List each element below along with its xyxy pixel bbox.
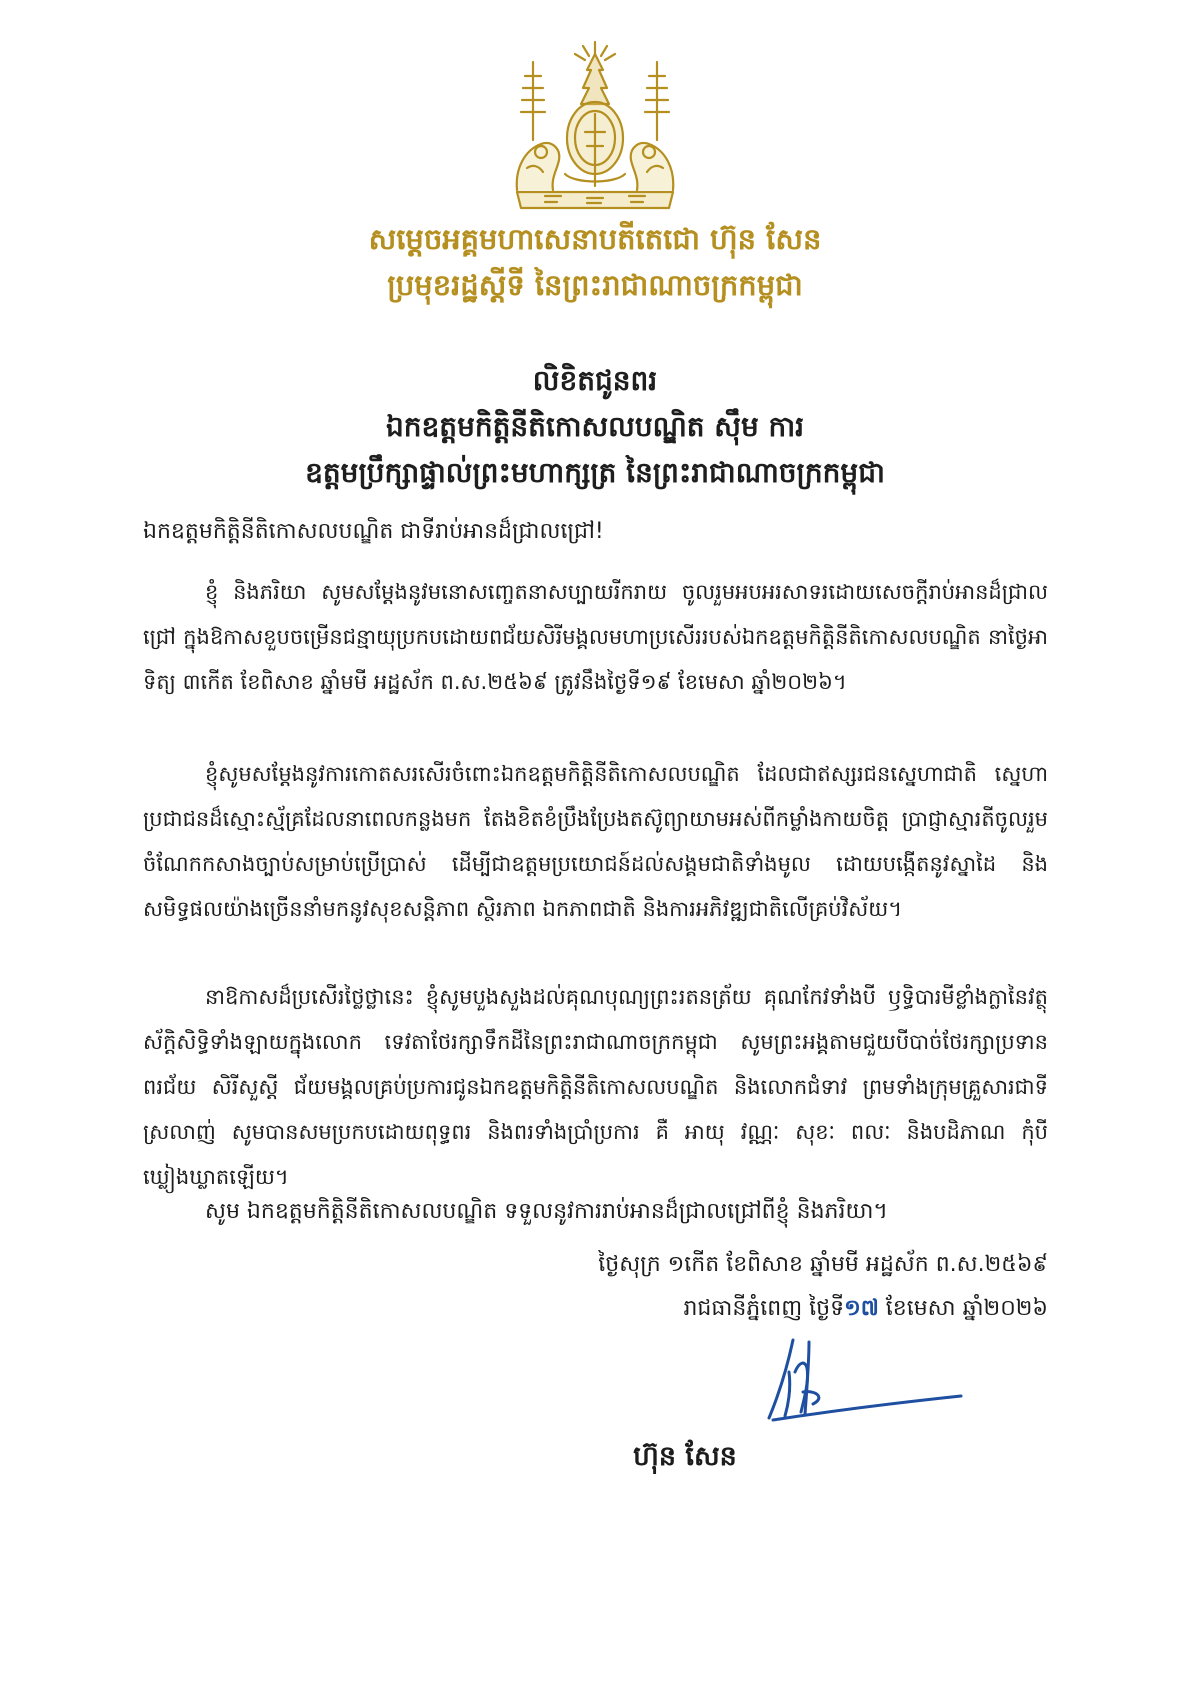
salutation: ឯកឧត្តមកិត្តិនីតិកោសលបណ្ឌិត ជាទីរាប់អានដ៏ជ្រាលជ្រៅ! <box>143 519 604 544</box>
place-and-date <box>683 1294 1048 1326</box>
signer-name: ហ៊ុន សែន <box>633 1441 737 1472</box>
date-day: ១៧ <box>844 1296 879 1321</box>
closing-sentence: សូម ឯកឧត្តមកិត្តិនីតិកោសលបណ្ឌិត ទទួលនូវការរាប់អានដ៏ជ្រាលជ្រៅពីខ្ញុំ និងភរិយា។ <box>205 1199 888 1224</box>
date-suffix: ខែមេសា ឆ្នាំ២០២៦ <box>885 1296 1048 1321</box>
date-prefix: រាជធានីភ្នំពេញ ថ្ងៃទី <box>683 1296 845 1321</box>
header-title-line-2: ប្រមុខរដ្ឋស្តីទី នៃព្រះរាជាណាចក្រកម្ពុជា <box>387 268 803 302</box>
recipient-position: ឧត្តមប្រឹក្សាផ្ទាល់ព្រះមហាក្សត្រ នៃព្រះរាជាណាចក្រកម្ពុជា <box>305 456 885 489</box>
body-paragraph-1: ខ្ញុំ និងភរិយា សូមសម្តែងនូវមនោសញ្ចេតនាសប្បាយរីករាយ ចូលរួមអបអរសាទរដោយសេចក្តីរាប់អានដ៏ជ្រាលជ្រៅ ក្នុងឱកាសខួបចម្រើនជន្មាយុប្រកបដោយពជ័យសិរីមង្គលមហាប្រសើររបស់ឯកឧត្តមកិត្តិនីតិកោសលបណ្ឌិត នាថ្ងៃអាទិត្យ ៣កើត ខែពិសាខ ឆ្នាំមមី អដ្ឋស័ក ព.ស.២៥៦៩ ត្រូវនឹងថ្ងៃទី១៩ ខែមេសា ឆ្នាំ២០២៦។ <box>143 580 1048 694</box>
royal-coat-of-arms-icon <box>505 40 685 212</box>
handwritten-signature-icon <box>765 1332 965 1422</box>
header-title-line-1: សម្តេចអគ្គមហាសេនាបតីតេជោ ហ៊ុន សែន <box>368 222 822 256</box>
letter-title: លិខិតជូនពរ <box>532 364 658 397</box>
body-paragraph-3: នាឱកាសដ៏ប្រសើរថ្លៃថ្លានេះ ខ្ញុំសូមបួងសួងដល់គុណបុណ្យព្រះរតនត្រ័យ គុណកែវទាំងបី ឫទ្ធិបារមីខ្លាំងក្លានៃវត្ថុស័ក្តិសិទ្ធិទាំងឡាយក្នុងលោក ទេវតាថែរក្សាទឹកដីនៃព្រះរាជាណាចក្រកម្ពុជា សូមព្រះអង្គតាមជួយបីបាច់ថែរក្សាប្រទានពរជ័យ សិរីសួស្តី ជ័យមង្គលគ្រប់ប្រការជូនឯកឧត្តមកិត្តិនីតិកោសលបណ្ឌិត និងលោកជំទាវ ព្រមទាំងក្រុមគ្រួសារជាទីស្រលាញ់ សូមបានសមប្រកបដោយពុទ្ធពរ និងពរទាំងប្រាំប្រការ គឺ អាយុ វណ្ណៈ សុខៈ ពលៈ និងបដិភាណ កុំបីឃ្លៀងឃ្លាតឡើយ។ <box>143 985 1048 1189</box>
recipient-name: ឯកឧត្តមកិត្តិនីតិកោសលបណ្ឌិត ស៊ឹម ការ <box>385 410 805 443</box>
lunar-date: ថ្ងៃសុក្រ ១កើត ខែពិសាខ ឆ្នាំមមី អដ្ឋស័ក ព.ស.២៥៦៩ <box>598 1252 1048 1277</box>
body-paragraph-2: ខ្ញុំសូមសម្តែងនូវការកោតសរសើរចំពោះឯកឧត្តមកិត្តិនីតិកោសលបណ្ឌិត ដែលជាឥស្សរជនស្នេហាជាតិ ស្នេហាប្រជាជនដ៏ស្មោះស្ម័គ្រដែលនាពេលកន្លងមក តែងខិតខំប្រឹងប្រែងតស៊ូព្យាយាមអស់ពីកម្លាំងកាយចិត្ត ប្រាជ្ញាស្មារតីចូលរួមចំណែកកសាងច្បាប់សម្រាប់ប្រើប្រាស់ ដើម្បីជាឧត្តមប្រយោជន៍ដល់សង្គមជាតិទាំងមូល ដោយបង្កើតនូវស្នាដៃ និងសមិទ្ធផលយ៉ាងច្រើននាំមកនូវសុខសន្តិភាព ស្ថិរភាព ឯកភាពជាតិ និងការអភិវឌ្ឍជាតិលើគ្រប់វិស័យ។ <box>143 762 1048 921</box>
